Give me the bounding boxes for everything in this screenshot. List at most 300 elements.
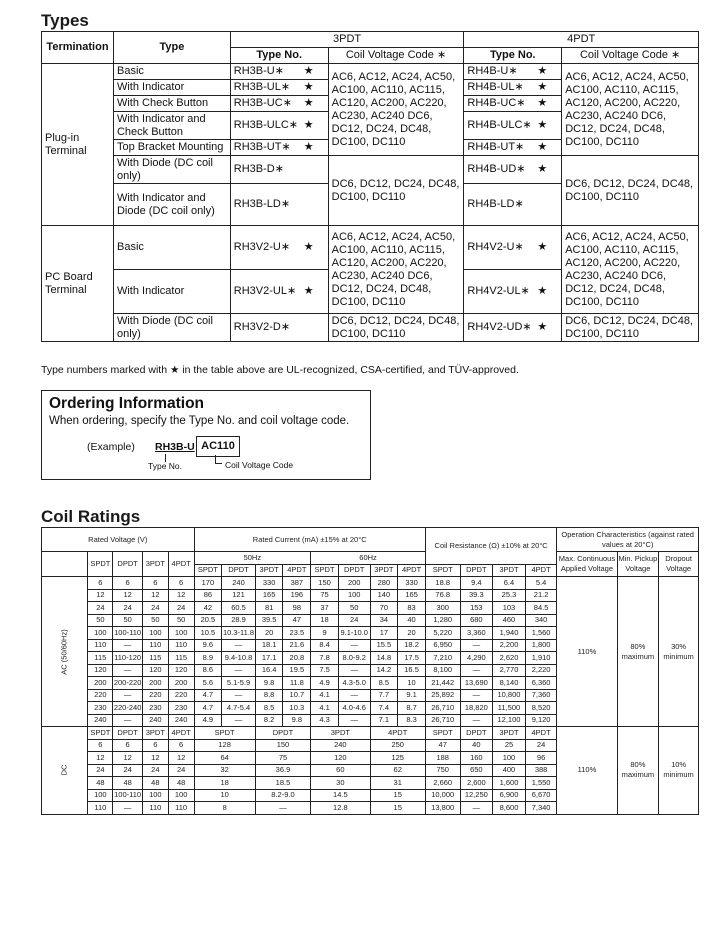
- cell: 4.0-4.6: [338, 702, 370, 715]
- cell: 230: [88, 702, 113, 715]
- dc-header-v: SPDT: [88, 727, 113, 740]
- cell: 39.5: [255, 614, 283, 627]
- cell: 8.2: [255, 714, 283, 727]
- cell: 62: [370, 764, 425, 777]
- cell: 8.5: [255, 702, 283, 715]
- cell: 7.1: [370, 714, 398, 727]
- cell: 7.7: [370, 689, 398, 702]
- cell: —: [460, 714, 493, 727]
- dc-header-resistance: 4PDT: [525, 727, 557, 740]
- cell: 12: [168, 752, 194, 765]
- cell: 21,442: [425, 677, 460, 690]
- type-no-3pdt: [230, 112, 328, 140]
- cell: 1,600: [493, 777, 526, 790]
- cell: 15: [370, 789, 425, 802]
- cell: 1,280: [425, 614, 460, 627]
- cell: 230: [142, 702, 168, 715]
- coil-codes-4pdt-dc: DC6, DC12, DC24, DC48, DC100, DC110: [562, 314, 699, 342]
- star-icon: ★: [303, 81, 314, 93]
- cell: 12: [88, 752, 113, 765]
- cell: 120: [88, 664, 113, 677]
- cell: 4.7-5.4: [222, 702, 256, 715]
- cell: 11.8: [283, 677, 311, 690]
- cell: 20: [398, 627, 426, 640]
- cell: 10.7: [283, 689, 311, 702]
- star-icon: ★: [537, 97, 548, 109]
- cell: —: [113, 639, 143, 652]
- cell: 8.0-9.2: [338, 652, 370, 665]
- cell: 16.5: [398, 664, 426, 677]
- cell: 24: [168, 602, 194, 615]
- cell: 150: [255, 739, 310, 752]
- header-r-dpdt: DPDT: [460, 564, 493, 577]
- type-number: RH3V2-D∗: [233, 321, 291, 333]
- cell: 17.1: [255, 652, 283, 665]
- type-number: RH3B-U∗: [233, 65, 284, 77]
- cell: 100-110: [113, 789, 143, 802]
- star-icon: ★: [303, 119, 314, 131]
- type-number: RH4B-ULC∗: [467, 119, 532, 131]
- cell: 220: [168, 689, 194, 702]
- cell: 7.8: [311, 652, 339, 665]
- ac-max-continuous: 110%: [557, 577, 617, 727]
- header-v-spdt: SPDT: [88, 552, 113, 577]
- type-no-3pdt: [230, 184, 328, 226]
- star-icon: ★: [303, 65, 314, 77]
- cell: 64: [194, 752, 255, 765]
- cell: 153: [460, 602, 493, 615]
- cell: 18.1: [255, 639, 283, 652]
- cell: 170: [194, 577, 222, 590]
- cell: 9.1-10.0: [338, 627, 370, 640]
- cell: 50: [88, 614, 113, 627]
- cell: 8: [194, 802, 255, 815]
- cell: 8,520: [525, 702, 557, 715]
- type-name: Basic: [113, 64, 230, 80]
- star-icon: ★: [537, 241, 548, 253]
- cell: 40: [460, 739, 493, 752]
- cell: 50: [168, 614, 194, 627]
- cell: 25,892: [425, 689, 460, 702]
- cell: 10.3: [283, 702, 311, 715]
- type-no-3pdt: [230, 314, 328, 342]
- dc-dropout: 10% minimum: [659, 727, 699, 815]
- cell: 48: [113, 777, 143, 790]
- cell: 165: [398, 589, 426, 602]
- cell: 75: [255, 752, 310, 765]
- cell: 86: [194, 589, 222, 602]
- cell: 188: [425, 752, 460, 765]
- cell: —: [113, 664, 143, 677]
- cell: 4.3-5.0: [338, 677, 370, 690]
- cell: 25: [493, 739, 526, 752]
- type-no-4pdt: [464, 184, 562, 226]
- cell: —: [222, 689, 256, 702]
- cell: 115: [168, 652, 194, 665]
- cell: 100: [142, 627, 168, 640]
- types-row: [42, 226, 699, 270]
- type-number: RH4B-U∗: [467, 65, 518, 77]
- cell: 110: [142, 802, 168, 815]
- cell: —: [222, 664, 256, 677]
- type-no-4pdt: [464, 140, 562, 156]
- cell: 60: [311, 764, 370, 777]
- cell: 6,900: [493, 789, 526, 802]
- cell: 4.1: [311, 702, 339, 715]
- cell: 400: [493, 764, 526, 777]
- cell: —: [338, 714, 370, 727]
- cell: 8.8: [255, 689, 283, 702]
- cell: 388: [525, 764, 557, 777]
- cell: 20.5: [194, 614, 222, 627]
- cell: 81: [255, 602, 283, 615]
- dc-header-current: 4PDT: [370, 727, 425, 740]
- cell: 750: [425, 764, 460, 777]
- type-no-4pdt: [464, 80, 562, 96]
- cell: 8.3: [398, 714, 426, 727]
- type-number: RH4B-LD∗: [467, 198, 524, 210]
- cell: 9.8: [255, 677, 283, 690]
- cell: 240: [311, 739, 370, 752]
- coil-code-label: Coil Voltage Code: [225, 460, 294, 470]
- cell: 5.4: [525, 577, 557, 590]
- header-60-dpdt: DPDT: [338, 564, 370, 577]
- cell: 115: [88, 652, 113, 665]
- cell: 120: [168, 664, 194, 677]
- cell: 48: [142, 777, 168, 790]
- cell: 3,360: [460, 627, 493, 640]
- coil-codes-3pdt-dc: DC6, DC12, DC24, DC48, DC100, DC110: [328, 156, 464, 226]
- cell: 100: [168, 789, 194, 802]
- cell: 220-240: [113, 702, 143, 715]
- header-60-spdt: SPDT: [311, 564, 339, 577]
- star-icon: ★: [537, 81, 548, 93]
- cell: 160: [460, 752, 493, 765]
- cell: 6: [88, 739, 113, 752]
- cell: 1,940: [493, 627, 526, 640]
- dc-header-current: 3PDT: [311, 727, 370, 740]
- cell: 14.8: [370, 652, 398, 665]
- coil-codes-3pdt-dc: DC6, DC12, DC24, DC48, DC100, DC110: [328, 314, 464, 342]
- type-no-4pdt: [464, 96, 562, 112]
- cell: 300: [425, 602, 460, 615]
- certification-note: Type numbers marked with ★ in the table above are UL-recognized, CSA-certified, and TÜV-approved.: [41, 364, 519, 376]
- cell: 100: [493, 752, 526, 765]
- cell: 12: [168, 589, 194, 602]
- cell: 110: [88, 639, 113, 652]
- cell: —: [113, 802, 143, 815]
- cell: 21.6: [283, 639, 311, 652]
- cell: 2,200: [493, 639, 526, 652]
- cell: —: [460, 802, 493, 815]
- cell: 6: [168, 577, 194, 590]
- header-r-3pdt: 3PDT: [493, 564, 526, 577]
- cell: 8.5: [370, 677, 398, 690]
- cell: 10: [194, 789, 255, 802]
- example-type-no: RH3B-U: [155, 441, 195, 453]
- header-50-3pdt: 3PDT: [255, 564, 283, 577]
- cell: —: [338, 689, 370, 702]
- star-icon: ★: [537, 141, 548, 153]
- cell: 6,360: [525, 677, 557, 690]
- cell: 28.9: [222, 614, 256, 627]
- cell: 50: [142, 614, 168, 627]
- cell: 26,710: [425, 714, 460, 727]
- cell: 50: [338, 602, 370, 615]
- header-60-3pdt: 3PDT: [370, 564, 398, 577]
- type-no-3pdt: [230, 226, 328, 270]
- cell: 5.6: [194, 677, 222, 690]
- header-max-continuous: Max. Continuous Applied Voltage: [557, 552, 617, 577]
- cell: 30: [311, 777, 370, 790]
- type-no-3pdt: [230, 64, 328, 80]
- cell: 34: [370, 614, 398, 627]
- cell: 6: [88, 577, 113, 590]
- type-number: RH3B-UL∗: [233, 81, 291, 93]
- cell: 100: [88, 789, 113, 802]
- type-number: RH3V2-U∗: [233, 241, 291, 253]
- type-number: RH4B-UL∗: [467, 81, 524, 93]
- header-v-4pdt: 4PDT: [168, 552, 194, 577]
- cell: —: [113, 714, 143, 727]
- cell: 120: [142, 664, 168, 677]
- cell: 9.1: [398, 689, 426, 702]
- header-min-pickup: Min. Pickup Voltage: [617, 552, 659, 577]
- type-no-3pdt: [230, 80, 328, 96]
- ordering-description: When ordering, specify the Type No. and coil voltage code.: [49, 415, 350, 427]
- cell: 121: [222, 589, 256, 602]
- dc-header-v: 3PDT: [142, 727, 168, 740]
- type-no-3pdt: [230, 140, 328, 156]
- header-type-no-3pdt: Type No.: [230, 48, 328, 64]
- cell: 4.9: [311, 677, 339, 690]
- type-number: RH3B-UC∗: [233, 97, 292, 109]
- cell: 42: [194, 602, 222, 615]
- ac-min-pickup: 80% maximum: [617, 577, 659, 727]
- termination-plugin: Plug-in Terminal: [42, 64, 114, 226]
- cell: 6: [142, 739, 168, 752]
- cell: 8.4: [311, 639, 339, 652]
- cell: 200: [88, 677, 113, 690]
- cell: 12: [88, 589, 113, 602]
- cell: 650: [460, 764, 493, 777]
- type-no-4pdt: [464, 156, 562, 184]
- cell: 240: [88, 714, 113, 727]
- ac-dropout: 30% minimum: [659, 577, 699, 727]
- cell: 165: [255, 589, 283, 602]
- cell: 220: [88, 689, 113, 702]
- cell: 8.2-9.0: [255, 789, 310, 802]
- cell: 250: [370, 739, 425, 752]
- cell: 75: [311, 589, 339, 602]
- cell: 20.8: [283, 652, 311, 665]
- type-no-4pdt: [464, 64, 562, 80]
- types-row: [42, 64, 699, 80]
- type-number: RH4B-UD∗: [467, 163, 526, 175]
- header-60-4pdt: 4PDT: [398, 564, 426, 577]
- cell: 7,340: [525, 802, 557, 815]
- cell: 8,140: [493, 677, 526, 690]
- cell: 240: [168, 714, 194, 727]
- type-name: With Diode (DC coil only): [113, 314, 230, 342]
- cell: 4.9: [194, 714, 222, 727]
- cell: 7,360: [525, 689, 557, 702]
- type-number: RH3B-LD∗: [233, 198, 291, 210]
- type-number: RH3B-UT∗: [233, 141, 291, 153]
- cell: 24: [142, 602, 168, 615]
- cell: —: [460, 639, 493, 652]
- cell: 18: [311, 614, 339, 627]
- cell: 19.5: [283, 664, 311, 677]
- header-50hz: 50Hz: [194, 552, 311, 565]
- cell: 37: [311, 602, 339, 615]
- cell: 115: [142, 652, 168, 665]
- cell: 36.9: [255, 764, 310, 777]
- cell: 24: [338, 614, 370, 627]
- cell: 100: [168, 627, 194, 640]
- cell: 240: [222, 577, 256, 590]
- cell: 4.7: [194, 689, 222, 702]
- cell: 24: [88, 602, 113, 615]
- cell: 128: [194, 739, 255, 752]
- cell: 40: [398, 614, 426, 627]
- header-type: Type: [113, 32, 230, 64]
- ac-row: [42, 577, 699, 590]
- cell: 10.3-11.8: [222, 627, 256, 640]
- cell: 24: [113, 764, 143, 777]
- dc-min-pickup: 80% maximum: [617, 727, 659, 815]
- cell: 47: [283, 614, 311, 627]
- dc-max-continuous: 110%: [557, 727, 617, 815]
- cell: 12: [113, 589, 143, 602]
- header-r-spdt: SPDT: [425, 564, 460, 577]
- types-table: [41, 31, 699, 342]
- cell: 1,910: [525, 652, 557, 665]
- cell: 47: [425, 739, 460, 752]
- header-rated-current: Rated Current (mA) ±15% at 20°C: [194, 528, 425, 552]
- cell: 48: [88, 777, 113, 790]
- cell: 83: [398, 602, 426, 615]
- cell: 120: [311, 752, 370, 765]
- cell: —: [222, 639, 256, 652]
- cell: 1,550: [525, 777, 557, 790]
- cell: 84.5: [525, 602, 557, 615]
- cell: 7,210: [425, 652, 460, 665]
- cell: 18,820: [460, 702, 493, 715]
- cell: 100: [88, 627, 113, 640]
- cell: 50: [113, 614, 143, 627]
- header-50-4pdt: 4PDT: [283, 564, 311, 577]
- cell: —: [460, 689, 493, 702]
- header-coil-resistance: Coil Resistance (Ω) ±10% at 20°C: [425, 528, 556, 565]
- cell: 4.3: [311, 714, 339, 727]
- type-number: RH4V2-U∗: [467, 241, 524, 253]
- type-name: With Indicator: [113, 270, 230, 314]
- header-4pdt: 4PDT: [464, 32, 699, 48]
- header-termination: Termination: [42, 32, 114, 64]
- example-coil-code: AC110: [196, 436, 240, 457]
- cell: 4,290: [460, 652, 493, 665]
- cell: 2,660: [425, 777, 460, 790]
- cell: 13,800: [425, 802, 460, 815]
- types-row: [42, 156, 699, 184]
- cell: 5,220: [425, 627, 460, 640]
- coil-codes-4pdt: AC6, AC12, AC24, AC50, AC100, AC110, AC115, AC120, AC200, AC220, AC230, AC240 DC6, DC12, DC24, DC48, DC100, DC110: [562, 64, 699, 156]
- cell: 13,690: [460, 677, 493, 690]
- example-label: (Example): [87, 441, 135, 453]
- type-name: Top Bracket Mounting: [113, 140, 230, 156]
- type-no-3pdt: [230, 96, 328, 112]
- header-60hz: 60Hz: [311, 552, 426, 565]
- cell: 6: [113, 739, 143, 752]
- header-v-dpdt: DPDT: [113, 552, 143, 577]
- coil-ratings-heading: Coil Ratings: [41, 507, 141, 526]
- cell: —: [460, 664, 493, 677]
- types-row: [42, 314, 699, 342]
- cell: 17.5: [398, 652, 426, 665]
- type-number: RH4B-UC∗: [467, 97, 526, 109]
- cell: 200: [142, 677, 168, 690]
- cell: 39.3: [460, 589, 493, 602]
- cell: 10,800: [493, 689, 526, 702]
- header-rated-voltage: Rated Voltage (V): [42, 528, 195, 552]
- header-50-dpdt: DPDT: [222, 564, 256, 577]
- header-3pdt: 3PDT: [230, 32, 464, 48]
- cell: 15.5: [370, 639, 398, 652]
- cell: 12: [113, 752, 143, 765]
- cell: 196: [283, 589, 311, 602]
- cell: 6,670: [525, 789, 557, 802]
- type-number: RH4V2-UL∗: [467, 285, 530, 297]
- coil-codes-3pdt: AC6, AC12, AC24, AC50, AC100, AC110, AC115, AC120, AC200, AC220, AC230, AC240 DC6, DC12, DC24, DC48, DC100, DC110: [328, 226, 464, 314]
- type-no-4pdt: [464, 270, 562, 314]
- cell: 460: [493, 614, 526, 627]
- cell: 24: [168, 764, 194, 777]
- cell: 24: [525, 739, 557, 752]
- cell: 1,560: [525, 627, 557, 640]
- cell: 200: [338, 577, 370, 590]
- cell: 24: [113, 602, 143, 615]
- cell: 14.5: [311, 789, 370, 802]
- cell: 100: [142, 789, 168, 802]
- cell: 340: [525, 614, 557, 627]
- cell: 140: [370, 589, 398, 602]
- cell: 18.5: [255, 777, 310, 790]
- dc-label-text: DC: [59, 764, 69, 776]
- dc-header-resistance: 3PDT: [493, 727, 526, 740]
- type-no-4pdt: [464, 112, 562, 140]
- type-number: RH3B-D∗: [233, 163, 284, 175]
- star-icon: ★: [303, 285, 314, 297]
- dc-header-resistance: SPDT: [425, 727, 460, 740]
- cell: —: [222, 714, 256, 727]
- header-r-4pdt: 4PDT: [525, 564, 557, 577]
- cell: 7.4: [370, 702, 398, 715]
- cell: 103: [493, 602, 526, 615]
- coil-ratings-table: [41, 527, 699, 815]
- coil-codes-3pdt: AC6, AC12, AC24, AC50, AC100, AC110, AC115, AC120, AC200, AC220, AC230, AC240 DC6, DC12, DC24, DC48, DC100, DC110: [328, 64, 464, 156]
- star-icon: ★: [537, 321, 548, 333]
- cell: 14.2: [370, 664, 398, 677]
- type-name: With Diode (DC coil only): [113, 156, 230, 184]
- star-icon: ★: [303, 97, 314, 109]
- type-number: RH4B-UT∗: [467, 141, 525, 153]
- cell: 6: [113, 577, 143, 590]
- header-coil-code-4pdt: Coil Voltage Code ∗: [562, 48, 699, 64]
- coil-codes-4pdt-dc: DC6, DC12, DC24, DC48, DC100, DC110: [562, 156, 699, 226]
- cell: 12.8: [311, 802, 370, 815]
- type-no-label: Type No.: [148, 461, 183, 471]
